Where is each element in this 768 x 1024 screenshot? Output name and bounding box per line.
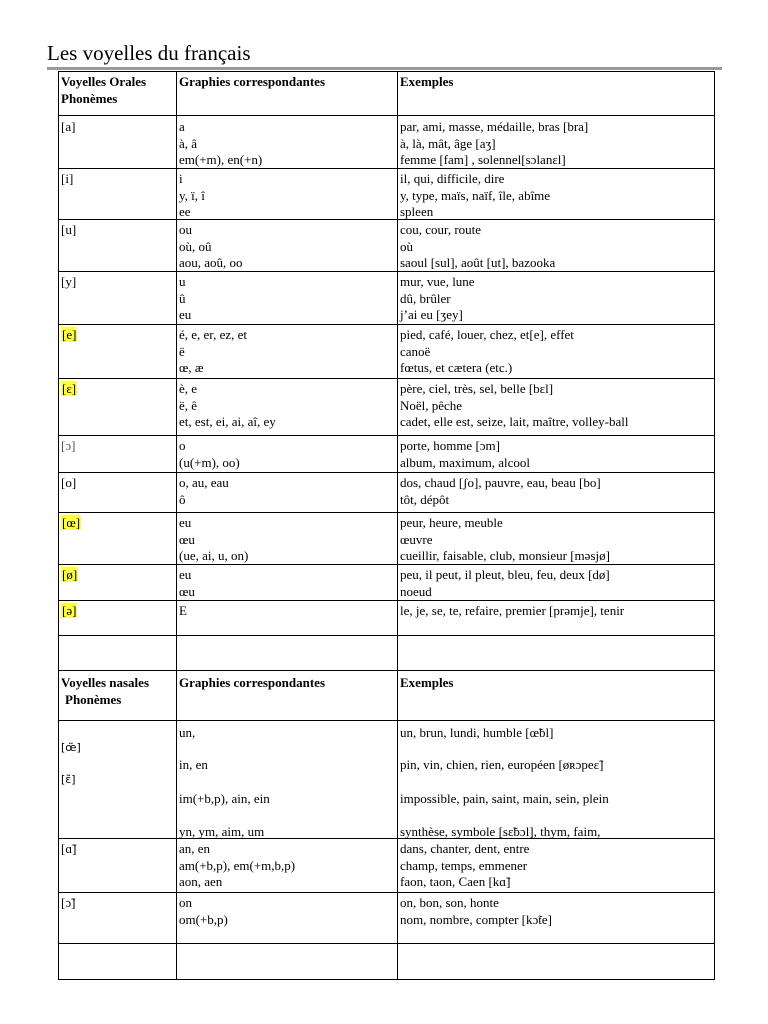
exemple: champ, temps, emmener (400, 857, 528, 873)
graphie: où, oû (179, 238, 212, 254)
exemple: à, là, mât, âge [aʒ] (400, 135, 496, 151)
table-row (58, 220, 715, 272)
nasal-header-graphies (177, 671, 398, 720)
graphie: è, e (179, 381, 198, 396)
phoneme-label: [ɔ] (61, 438, 76, 453)
exemple: faon, taon, Caen [kɑ̃] (400, 874, 511, 889)
exemple: peu, il peut, il pleut, bleu, feu, deux [dø] (400, 567, 610, 582)
phoneme-label: [u] (61, 222, 77, 237)
phoneme-label: [ə] (62, 603, 77, 618)
table-row (58, 473, 715, 513)
table-row (58, 379, 715, 436)
nasal-header-phonemes (59, 671, 177, 720)
header-label: Phonèmes (65, 691, 122, 707)
graphie: o (179, 438, 186, 453)
graphie: u (179, 274, 186, 289)
table-row (58, 893, 715, 944)
page-title: Les voyelles du français (47, 41, 251, 65)
phoneme-label: [œ] (62, 515, 81, 530)
graphie: ô (179, 491, 186, 507)
exemple: synthèse, symbole [sɛ̃bɔl], thym, faim, (400, 824, 601, 838)
graphie: eu (179, 515, 192, 530)
exemple: porte, homme [ɔm] (400, 438, 500, 453)
phoneme-label: [e] (62, 327, 77, 342)
graphie: aon, aen (179, 874, 223, 889)
exemple: peur, heure, meuble (400, 515, 503, 530)
exemple: dû, brûler (400, 290, 451, 306)
graphie: à, â (179, 135, 198, 151)
graphie: é, e, er, ez, et (179, 327, 248, 342)
table-row (58, 325, 715, 379)
header-label: Phonèmes (61, 90, 118, 106)
phoneme-label: [ɛ] (62, 381, 77, 396)
graphie: ee (179, 204, 191, 219)
graphie: et, est, ei, ai, aî, ey (179, 414, 276, 429)
exemple: on, bon, son, honte (400, 895, 499, 910)
exemple: y, type, maïs, naïf, île, abîme (400, 187, 551, 203)
phoneme-label: [y] (61, 274, 77, 289)
exemple: cueillir, faisable, club, monsieur [məsjø] (400, 548, 610, 563)
header-label: Graphies correspondantes (179, 675, 326, 690)
table-row (58, 513, 715, 565)
nasal-header-exemples (398, 671, 714, 720)
phoneme-label: [ø] (62, 567, 78, 582)
graphie: ou (179, 222, 192, 237)
graphie: a (179, 119, 185, 134)
graphie: (ue, ai, u, on) (179, 548, 249, 563)
graphie: œu (179, 583, 195, 599)
header-label: Voyelles Orales (61, 74, 147, 89)
empty-row (58, 636, 715, 671)
graphie: am(+b,p), em(+m,b,p) (179, 857, 296, 873)
exemple: cou, cour, route (400, 222, 482, 237)
exemple: j’ai eu [ʒey] (400, 307, 463, 322)
header-label: Graphies correspondantes (179, 74, 326, 89)
exemple: par, ami, masse, médaille, bras [bra] (400, 119, 589, 134)
table-row (58, 436, 715, 473)
exemple: spleen (400, 204, 434, 219)
table-row (58, 169, 715, 220)
graphie: in, en (179, 757, 208, 772)
exemple: Noël, pêche (400, 397, 463, 413)
graphie: œu (179, 531, 195, 547)
table-row (58, 565, 715, 601)
graphie: im(+b,p), ain, ein (179, 791, 270, 806)
graphie: i (179, 171, 183, 186)
exemple: pin, vin, chien, rien, européen [øʀɔpeɛ̃] (400, 757, 604, 772)
exemple: le, je, se, te, refaire, premier [prəmje], tenir (400, 603, 625, 618)
header-label: Voyelles nasales (61, 675, 149, 690)
graphie: em(+m), en(+n) (179, 152, 263, 167)
exemple: mur, vue, lune (400, 274, 475, 289)
graphie: eu (179, 307, 192, 322)
phoneme-label: [i] (61, 171, 74, 186)
oral-header-phonemes (59, 72, 177, 115)
phoneme-label: [ɔ̃] (61, 895, 76, 910)
exemple: un, brun, lundi, humble [œ̃bl] (400, 725, 554, 740)
graphie: an, en (179, 841, 211, 856)
graphie: ë (179, 343, 185, 359)
table-row (58, 116, 715, 169)
graphie: o, au, eau (179, 475, 229, 490)
table-row (58, 839, 715, 893)
graphie: un, (179, 725, 196, 740)
empty-row (58, 944, 715, 980)
graphie: aou, aoû, oo (179, 255, 243, 270)
exemple: album, maximum, alcool (400, 454, 530, 470)
phoneme-label: [œ̃] (61, 741, 81, 754)
table-row (58, 721, 715, 839)
exemple: pied, café, louer, chez, et[e], effet (400, 327, 574, 342)
graphie: y, ï, î (179, 187, 205, 203)
table-row (58, 272, 715, 325)
exemple: canoë (400, 343, 431, 359)
oral-header-graphies (177, 72, 398, 115)
exemple: où (400, 238, 413, 254)
phoneme-label: [ɑ̃] (61, 841, 77, 856)
graphie: œ, æ (179, 360, 204, 375)
table-row (58, 601, 715, 636)
exemple: dos, chaud [ʃo], pauvre, eau, beau [bo] (400, 475, 601, 490)
phoneme-label: [ɛ̃] (61, 773, 76, 786)
graphie: om(+b,p) (179, 911, 228, 927)
exemple: saoul [sul], août [ut], bazooka (400, 255, 556, 270)
exemple: il, qui, difficile, dire (400, 171, 505, 186)
exemple: tôt, dépôt (400, 491, 450, 507)
exemple: nom, nombre, compter [kɔ̃te] (400, 911, 552, 927)
exemple: cadet, elle est, seize, lait, maître, volley-ball (400, 414, 629, 429)
oral-header-exemples (398, 72, 714, 115)
header-label: Exemples (400, 675, 454, 690)
graphie: yn, ym, aim, um (179, 824, 265, 838)
header-label: Exemples (400, 74, 454, 89)
graphie: û (179, 290, 186, 306)
title-underline (47, 67, 722, 70)
exemple: œuvre (400, 531, 433, 547)
graphie: on (179, 895, 192, 910)
graphie: E (179, 603, 187, 618)
phoneme-label: [o] (61, 475, 77, 490)
exemple: noeud (400, 583, 432, 599)
oral-header-row (58, 71, 715, 116)
exemple: impossible, pain, saint, main, sein, plein (400, 791, 609, 806)
graphie: ë, ê (179, 397, 198, 413)
graphie: eu (179, 567, 192, 582)
exemple: fœtus, et cætera (etc.) (400, 360, 513, 375)
exemple: dans, chanter, dent, entre (400, 841, 530, 856)
nasal-header-row (58, 671, 715, 721)
graphie: (u(+m), oo) (179, 454, 240, 470)
exemple: femme [fam] , solennel[sɔlanɛl] (400, 152, 566, 167)
phoneme-label: [a] (61, 119, 76, 134)
exemple: père, ciel, très, sel, belle [bɛl] (400, 381, 554, 396)
